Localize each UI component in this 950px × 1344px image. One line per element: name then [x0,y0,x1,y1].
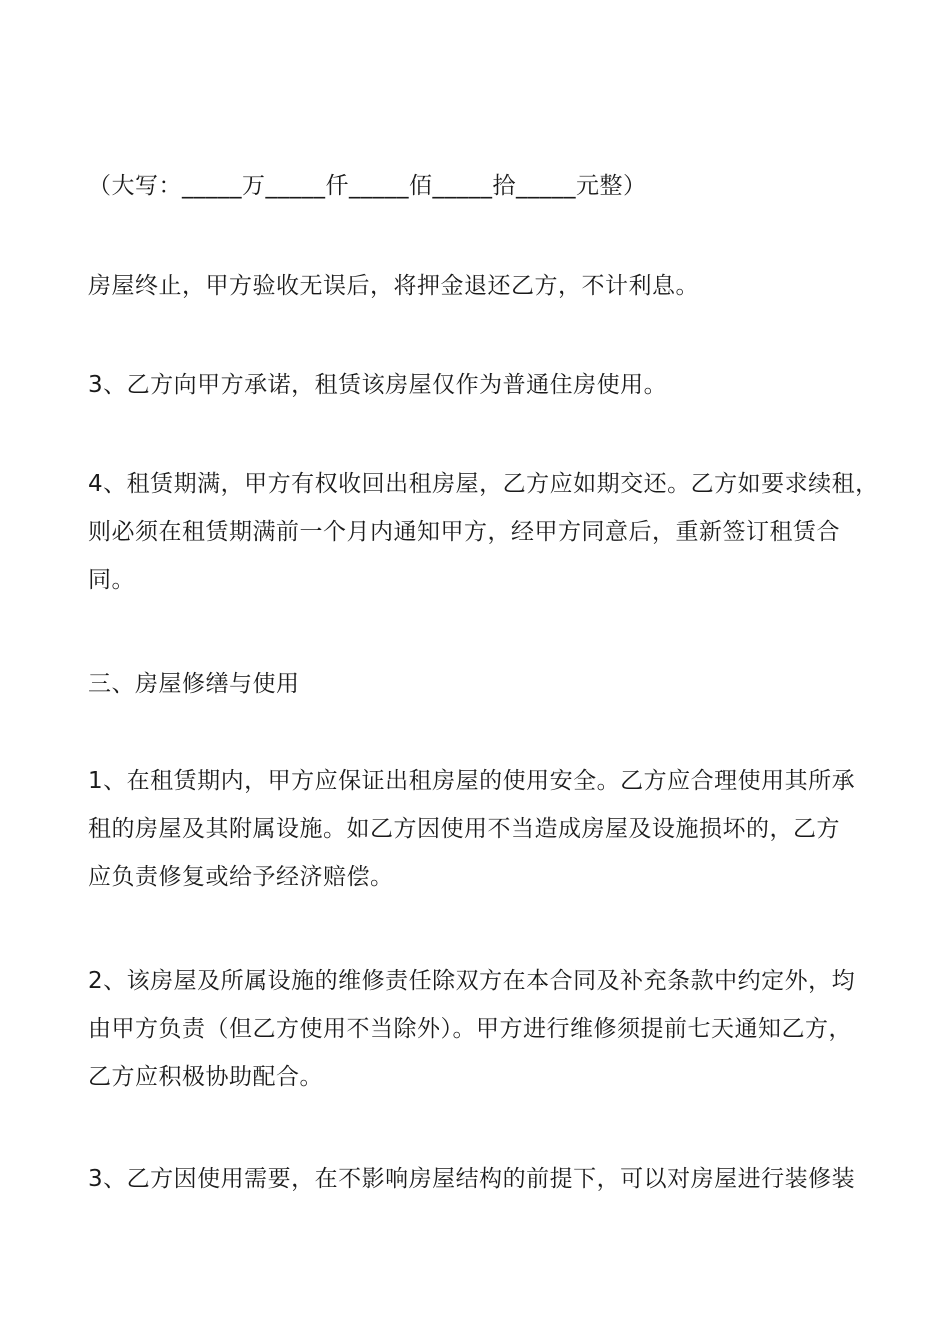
clause-4-line-2: 则必须在租赁期满前一个月内通知甲方，经甲方同意后，重新签订租赁合 [88,519,840,545]
section-3-clause-2 [88,957,888,1101]
section-3-clause-1-line-2: 租的房屋及其附属设施。如乙方因使用不当造成房屋及设施损坏的，乙方 [88,816,840,842]
clause-4-lease-expiry [88,460,888,604]
section-3-clause-3-line-1: 3、乙方因使用需要，在不影响房屋结构的前提下，可以对房屋进行装修装 [88,1166,856,1192]
section-3-clause-2-line-2: 由甲方负责（但乙方使用不当除外）。甲方进行维修须提前七天通知乙方， [88,1016,852,1042]
section-3-clause-2-line-3: 乙方应积极协助配合。 [88,1064,323,1090]
section-3-clause-3 [88,1155,888,1203]
section-3-title: 三、房屋修缮与使用 [88,671,300,697]
amount-in-words-text: （大写：_____万_____仟_____佰_____拾_____元整） [88,173,647,199]
section-3-clause-1-line-1: 1、在租赁期内，甲方应保证出租房屋的使用安全。乙方应合理使用其所承 [88,768,856,794]
clause-4-line-1: 4、租赁期满，甲方有权收回出租房屋，乙方应如期交还。乙方如要求续租， [88,471,879,497]
clause-3-text: 3、乙方向甲方承诺，租赁该房屋仅作为普通住房使用。 [88,372,668,398]
deposit-return-paragraph [88,262,888,310]
section-3-clause-1 [88,757,888,901]
clause-4-line-3: 同。 [88,567,135,593]
section-3-heading [88,660,888,708]
amount-in-words-line [88,162,888,210]
deposit-return-text: 房屋终止，甲方验收无误后，将押金退还乙方，不计利息。 [88,273,699,299]
clause-3-residential-use [88,361,888,409]
section-3-clause-1-line-3: 应负责修复或给予经济赔偿。 [88,864,394,890]
section-3-clause-2-line-1: 2、该房屋及所属设施的维修责任除双方在本合同及补充条款中约定外，均 [88,968,856,994]
